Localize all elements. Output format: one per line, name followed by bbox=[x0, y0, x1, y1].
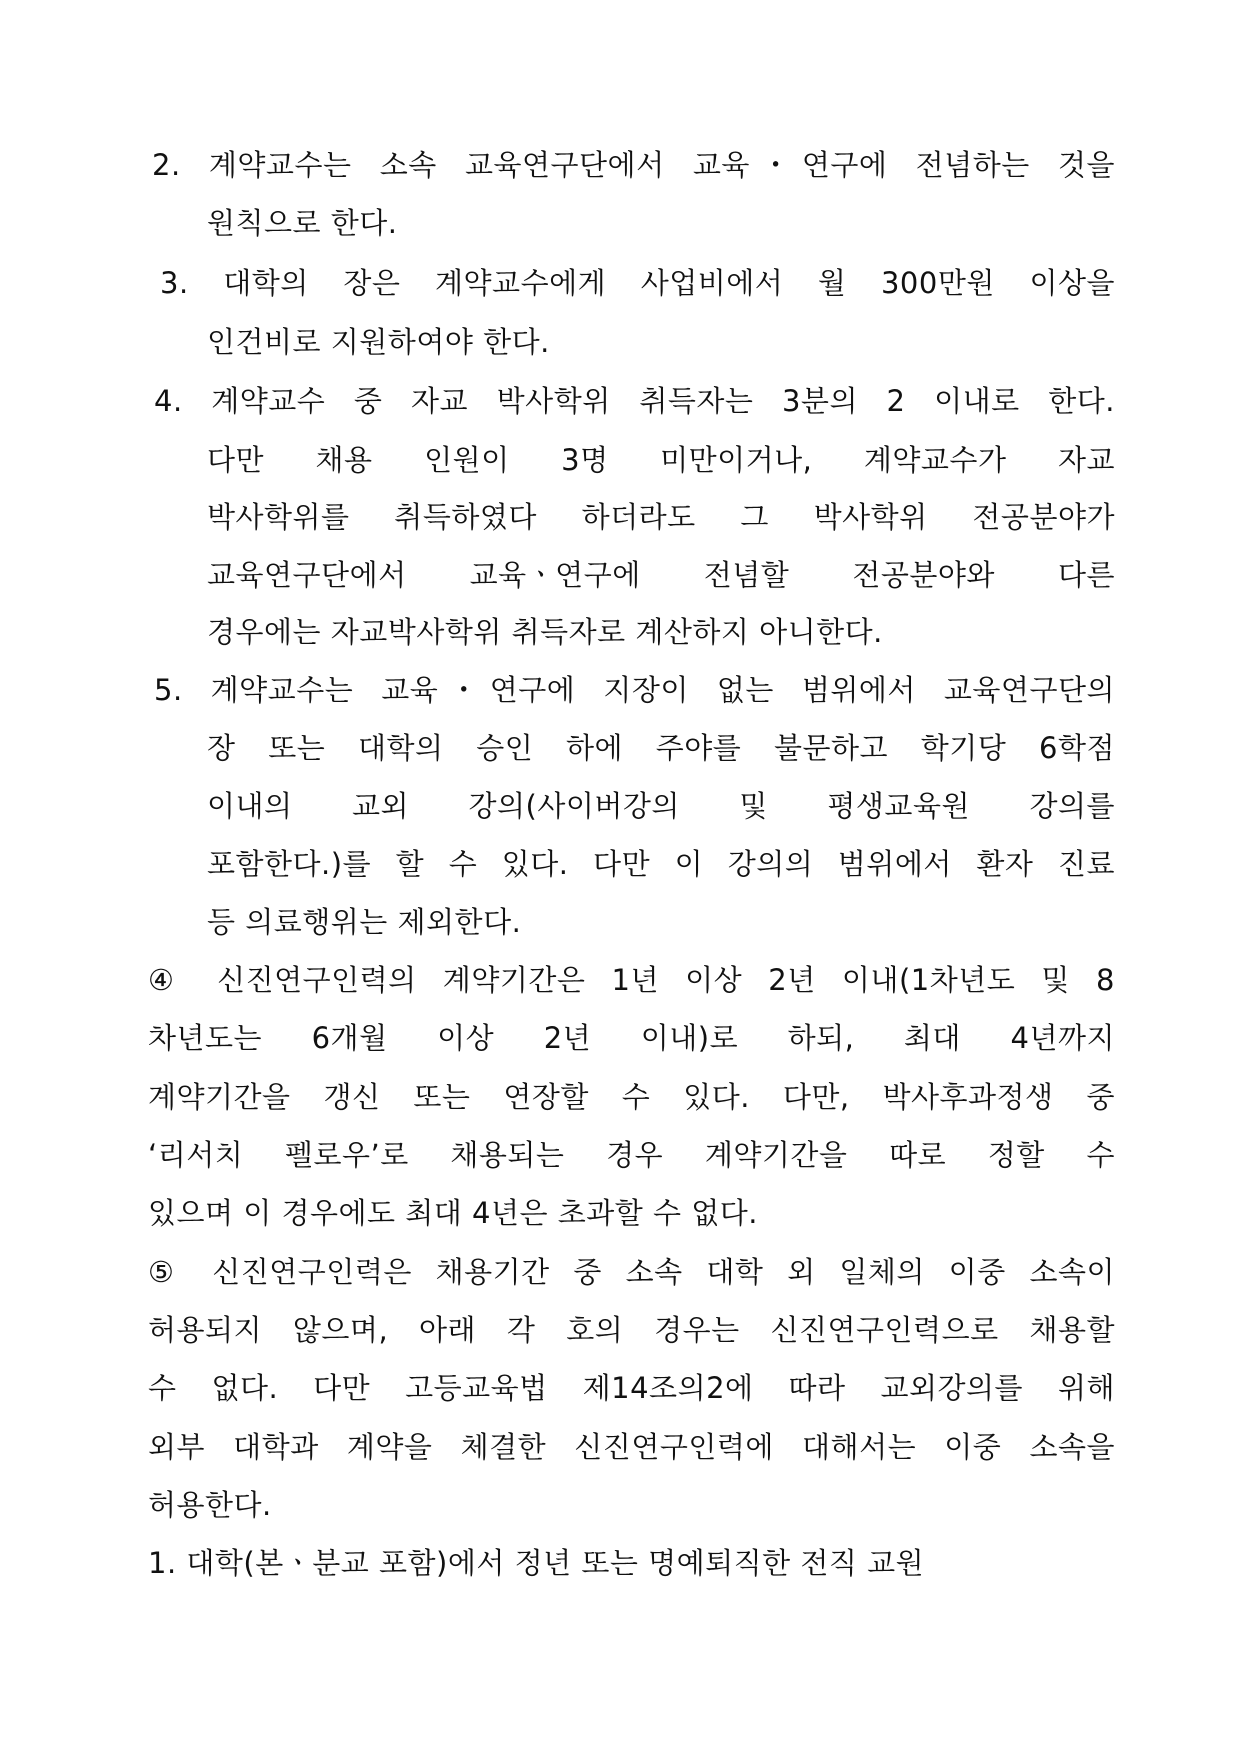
item-5-line-5: 등 의료행위는 제외한다. bbox=[207, 905, 522, 939]
paragraph-5-line-4: 외부 대학과 계약을 체결한 신진연구인력에 대해서는 이중 소속을 bbox=[148, 1430, 1115, 1464]
item-4-line-1: 4. 계약교수 중 자교 박사학위 취득자는 3분의 2 이내로 한다. bbox=[154, 384, 1115, 418]
paragraph-5-line-2: 허용되지 않으며, 아래 각 호의 경우는 신진연구인력으로 채용할 bbox=[148, 1313, 1115, 1347]
paragraph-5-line-1: ⑤ 신진연구인력은 채용기간 중 소속 대학 외 일체의 이중 소속이 bbox=[148, 1255, 1115, 1289]
item-5-line-4: 포함한다.)를 할 수 있다. 다만 이 강의의 범위에서 환자 진료 bbox=[207, 847, 1115, 881]
item-3-line-1: 3. 대학의 장은 계약교수에게 사업비에서 월 300만원 이상을 bbox=[160, 266, 1115, 300]
paragraph-4-line-2: 차년도는 6개월 이상 2년 이내)로 하되, 최대 4년까지 bbox=[148, 1021, 1115, 1055]
item-4-line-2: 다만 채용 인원이 3명 미만이거나, 계약교수가 자교 bbox=[207, 443, 1115, 477]
item-4-line-5: 경우에는 자교박사학위 취득자로 계산하지 아니한다. bbox=[207, 615, 883, 649]
item-5-line-1: 5. 계약교수는 교육･연구에 지장이 없는 범위에서 교육연구단의 bbox=[154, 673, 1115, 707]
paragraph-4-line-1: ④ 신진연구인력의 계약기간은 1년 이상 2년 이내(1차년도 및 8 bbox=[148, 963, 1115, 997]
item-2-line-1: 2. 계약교수는 소속 교육연구단에서 교육･연구에 전념하는 것을 bbox=[152, 148, 1115, 182]
paragraph-5-line-5: 허용한다. bbox=[148, 1488, 272, 1522]
item-2-line-2: 원칙으로 한다. bbox=[207, 206, 398, 240]
paragraph-4-line-3: 계약기간을 갱신 또는 연장할 수 있다. 다만, 박사후과정생 중 bbox=[148, 1080, 1115, 1114]
paragraph-5-line-3: 수 없다. 다만 고등교육법 제14조의2에 따라 교외강의를 위해 bbox=[148, 1371, 1115, 1405]
sub-item-1-line-1: 1. 대학(본ㆍ분교 포함)에서 정년 또는 명예퇴직한 전직 교원 bbox=[148, 1546, 925, 1580]
paragraph-4-line-5: 있으며 이 경우에도 최대 4년은 초과할 수 없다. bbox=[148, 1196, 758, 1230]
item-5-line-3: 이내의 교외 강의(사이버강의 및 평생교육원 강의를 bbox=[207, 789, 1115, 823]
item-4-line-3: 박사학위를 취득하였다 하더라도 그 박사학위 전공분야가 bbox=[207, 500, 1115, 534]
item-3-line-2: 인건비로 지원하여야 한다. bbox=[207, 325, 550, 359]
paragraph-4-line-4: ‘리서치 펠로우’로 채용되는 경우 계약기간을 따로 정할 수 bbox=[148, 1138, 1115, 1172]
item-4-line-4: 교육연구단에서 교육ㆍ연구에 전념할 전공분야와 다른 bbox=[207, 558, 1115, 592]
item-5-line-2: 장 또는 대학의 승인 하에 주야를 불문하고 학기당 6학점 bbox=[207, 731, 1115, 765]
